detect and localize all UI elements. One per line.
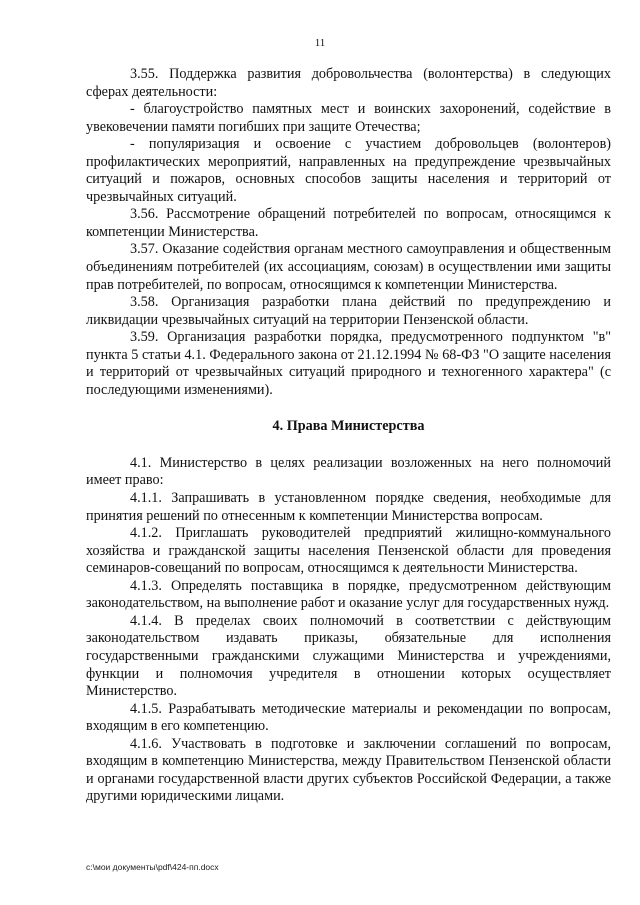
paragraph-3-55: 3.55. Поддержка развития добровольчества (волонтерства) в следующих сферах деятельности:	[86, 66, 611, 100]
paragraph-4-1-6: 4.1.6. Участвовать в подготовке и заключении соглашений по вопросам, входящим в компетенцию Министерства, между Правительством Пензенской области и органами государственной власти других субъектов Российской Федерации, а также другими юридическими лицами.	[86, 735, 611, 805]
paragraph-4-1: 4.1. Министерство в целях реализации возложенных на него полномочий имеет право:	[86, 454, 611, 489]
paragraph-4-1-2: 4.1.2. Приглашать руководителей предприятий жилищно-коммунального хозяйства и гражданской защиты населения Пензенской области для проведения семинаров-совещаний по вопросам, относящимся к деятельности Министерства.	[86, 525, 611, 577]
document-body	[86, 66, 611, 806]
paragraph-4-1-5: 4.1.5. Разрабатывать методические материалы и рекомендации по вопросам, входящим в его компетенцию.	[86, 700, 611, 735]
paragraph-3-57: 3.57. Оказание содействия органам местного самоуправления и общественным объединениям потребителей (их ассоциациям, союзам) в осуществлении ими защиты прав потребителей, по вопросам, относящимся к компетенции Министерства.	[86, 241, 611, 293]
file-path-footer: c:\мои документы\pdf\424-пп.docx	[86, 862, 219, 872]
paragraph-4-1-4: 4.1.4. В пределах своих полномочий в соответствии с действующим законодательством издавать приказы, обязательные для исполнения государственными гражданскими служащими Министерства и учреждениями, функции и полномочия учредителя в отношении которых осуществляет Министерство.	[86, 612, 611, 700]
paragraph-4-1-1: 4.1.1. Запрашивать в установленном порядке сведения, необходимые для принятия решений по отнесенным к компетенции Министерства вопросам.	[86, 490, 611, 524]
paragraph-3-55-item-2: - популяризация и освоение с участием добровольцев (волонтеров) профилактических мероприятий, направленных на предупреждение чрезвычайных ситуаций и пожаров, основных способов защиты населения и территорий от чрезвычайных ситуаций.	[86, 136, 611, 205]
paragraph-3-58: 3.58. Организация разработки плана действий по предупреждению и ликвидации чрезвычайных ситуаций на территории Пензенской области.	[86, 294, 611, 328]
section-heading: 4. Права Министерства	[272, 418, 425, 435]
paragraph-3-59: 3.59. Организация разработки порядка, предусмотренного подпунктом "в" пункта 5 статьи 4.1. Федерального закона от 21.12.1994 № 68-ФЗ "О защите населения и территорий от чрезвычайных ситуаций природного и техногенного характера" (с последующими изменениями).	[86, 329, 611, 398]
page-number: 11	[314, 37, 326, 49]
paragraph-4-1-3: 4.1.3. Определять поставщика в порядке, предусмотренном действующим законодательством, на выполнение работ и оказание услуг для государственных нужд.	[86, 577, 611, 612]
paragraph-3-56: 3.56. Рассмотрение обращений потребителей по вопросам, относящимся к компетенции Министерства.	[86, 206, 611, 240]
paragraph-3-55-item-1: - благоустройство памятных мест и воинских захоронений, содействие в увековечении памяти погибших при защите Отечества;	[86, 101, 611, 135]
